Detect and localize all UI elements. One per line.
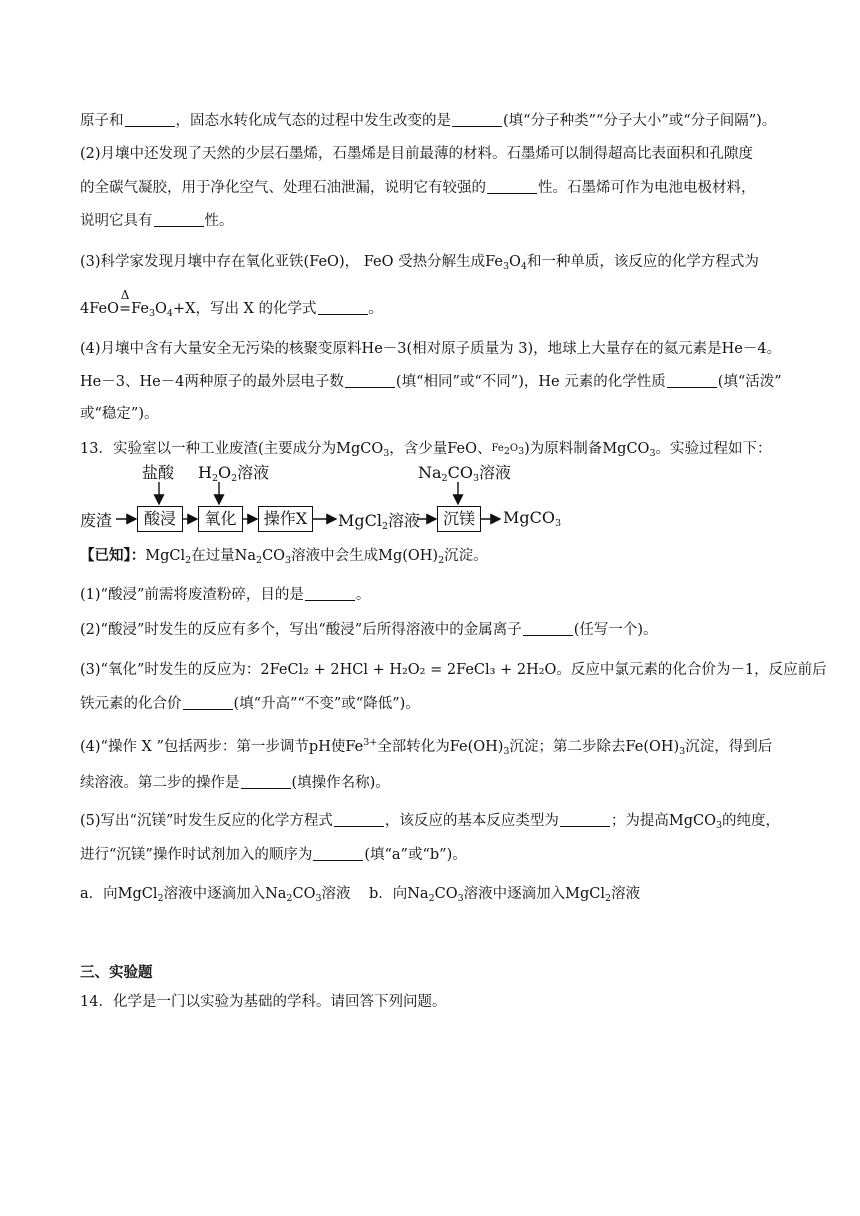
option-b: b．向$Na_2CO_3$溶液中逐滴加入MgCl$_2$溶液 bbox=[368, 886, 641, 904]
step-acid-leach: 酸浸 bbox=[137, 506, 183, 532]
answer-blank[interactable] bbox=[313, 846, 363, 861]
product-mgco3: MgCO$_3$ bbox=[503, 508, 562, 529]
q12-p4-line3: 或“稳定”)。 bbox=[80, 406, 159, 422]
q12-p2-line2: 的全碳气凝胶，用于净化空气、处理石油泄漏，说明它有较强的 性。石墨烯可作为电池电极材料， bbox=[80, 180, 756, 196]
answer-blank[interactable] bbox=[667, 373, 717, 388]
answer-blank[interactable] bbox=[241, 774, 291, 789]
q13-intro: 13．实验室以一种工业废渣(主要成分为MgCO$_3$，含少量FeO、$Fe_2O_3$)为原料制备MgCO$_3$。实验过程如下： bbox=[80, 441, 772, 459]
option-a: a．向MgCl$_2$溶液中逐滴加入$Na_2CO_3$溶液 bbox=[80, 886, 351, 904]
reagent-na2co3: $Na_2CO_3$溶液 bbox=[418, 463, 512, 484]
reagent-h2o2: $H_2O_2$溶液 bbox=[198, 463, 270, 484]
answer-blank[interactable] bbox=[154, 212, 204, 227]
intermediate-mgcl2: MgCl$_2$溶液 bbox=[338, 511, 421, 532]
answer-blank[interactable] bbox=[318, 300, 368, 315]
q13-s5-line1: (5)写出“沉镁”时发生反应的化学方程式 ，该反应的基本反应类型为 ；为提高MgCO$_3$的纯度， bbox=[80, 813, 781, 831]
reagent-hcl: 盐酸 bbox=[142, 463, 175, 482]
answer-blank[interactable] bbox=[452, 112, 502, 127]
answer-blank[interactable] bbox=[345, 373, 395, 388]
q13-s3-line1: (3)“氧化”时发生的反应为：2FeCl₂ + 2HCl + H₂O₂ = 2FeCl₃ + 2H₂O。反应中氯元素的化合价为－1，反应前后 bbox=[80, 662, 827, 678]
q14: 14．化学是一门以实验为基础的学科。请回答下列问题。 bbox=[80, 994, 447, 1010]
step-operation-x: 操作X bbox=[258, 506, 313, 532]
q13-known: 【已知】：MgCl$_2$在过量$Na_2CO_3$溶液中会生成$Mg(OH)_2$沉淀。 bbox=[80, 547, 488, 566]
q12-p4-line2: He－3、He－4两种原子的最外层电子数 (填“相同”或“不同”)，He 元素的化学性质 (填“活泼” bbox=[80, 374, 782, 390]
answer-blank[interactable] bbox=[125, 112, 175, 127]
answer-blank[interactable] bbox=[487, 179, 537, 194]
answer-blank[interactable] bbox=[560, 812, 610, 827]
q12-p2-line1: (2)月壤中还发现了天然的少层石墨烯，石墨烯是目前最薄的材料。石墨烯可以制得超高比表面积和孔隙度 bbox=[80, 146, 754, 162]
process-flow-diagram bbox=[80, 460, 600, 540]
q12-p4-line1: (4)月壤中含有大量安全无污染的核聚变原料He－3(相对原子质量为 3)，地球上大量存在的氦元素是He－4。 bbox=[80, 341, 782, 357]
q13-s2: (2)“酸浸”时发生的反应有多个，写出“酸浸”后所得溶液中的金属离子 (任写一个)。 bbox=[80, 622, 658, 638]
flow-start: 废渣 bbox=[80, 511, 113, 530]
q13-s4-line2: 续溶液。第二步的操作是 (填操作名称)。 bbox=[80, 775, 390, 791]
q13-s5-line2: 进行“沉镁”操作时试剂加入的顺序为 (填“a”或“b”)。 bbox=[80, 847, 467, 863]
answer-blank[interactable] bbox=[523, 621, 573, 636]
heat-equals-sign: Δ = bbox=[118, 288, 132, 317]
answer-blank[interactable] bbox=[305, 586, 355, 601]
q13-s3-line2: 铁元素的化合价 (填“升高”“不变”或“降低”)。 bbox=[80, 696, 420, 712]
answer-blank[interactable] bbox=[334, 812, 384, 827]
step-oxidize: 氧化 bbox=[198, 506, 243, 532]
q12-p3-line1: (3)科学家发现月壤中存在氧化亚铁(FeO)， FeO 受热分解生成$Fe_3O_4$和一种单质，该反应的化学方程式为 bbox=[80, 254, 759, 272]
step-precipitate: 沉镁 bbox=[437, 506, 481, 532]
section-title: 三、实验题 bbox=[80, 964, 153, 981]
answer-blank[interactable] bbox=[183, 695, 233, 710]
q12-line1: 原子和 ，固态水转化成气态的过程中发生改变的是 (填“分子种类”“分子大小”或“分子间隔”)。 bbox=[80, 113, 777, 129]
q13-s1: (1)“酸浸”前需将废渣粉碎，目的是 。 bbox=[80, 587, 371, 603]
q13-options bbox=[80, 884, 792, 904]
q12-p2-line3: 说明它具有 性。 bbox=[80, 213, 234, 229]
q13-s4-line1: (4)“操作 X ”包括两步：第一步调节pH使$Fe^{3+}$全部转化为$Fe(OH)_3$沉淀；第二步除去$Fe(OH)_3$沉淀，得到后 bbox=[80, 737, 773, 757]
q12-p3-line2: 4FeO Δ $=Fe_3O_4+X$，写出 X 的化学式 。 bbox=[80, 288, 383, 319]
